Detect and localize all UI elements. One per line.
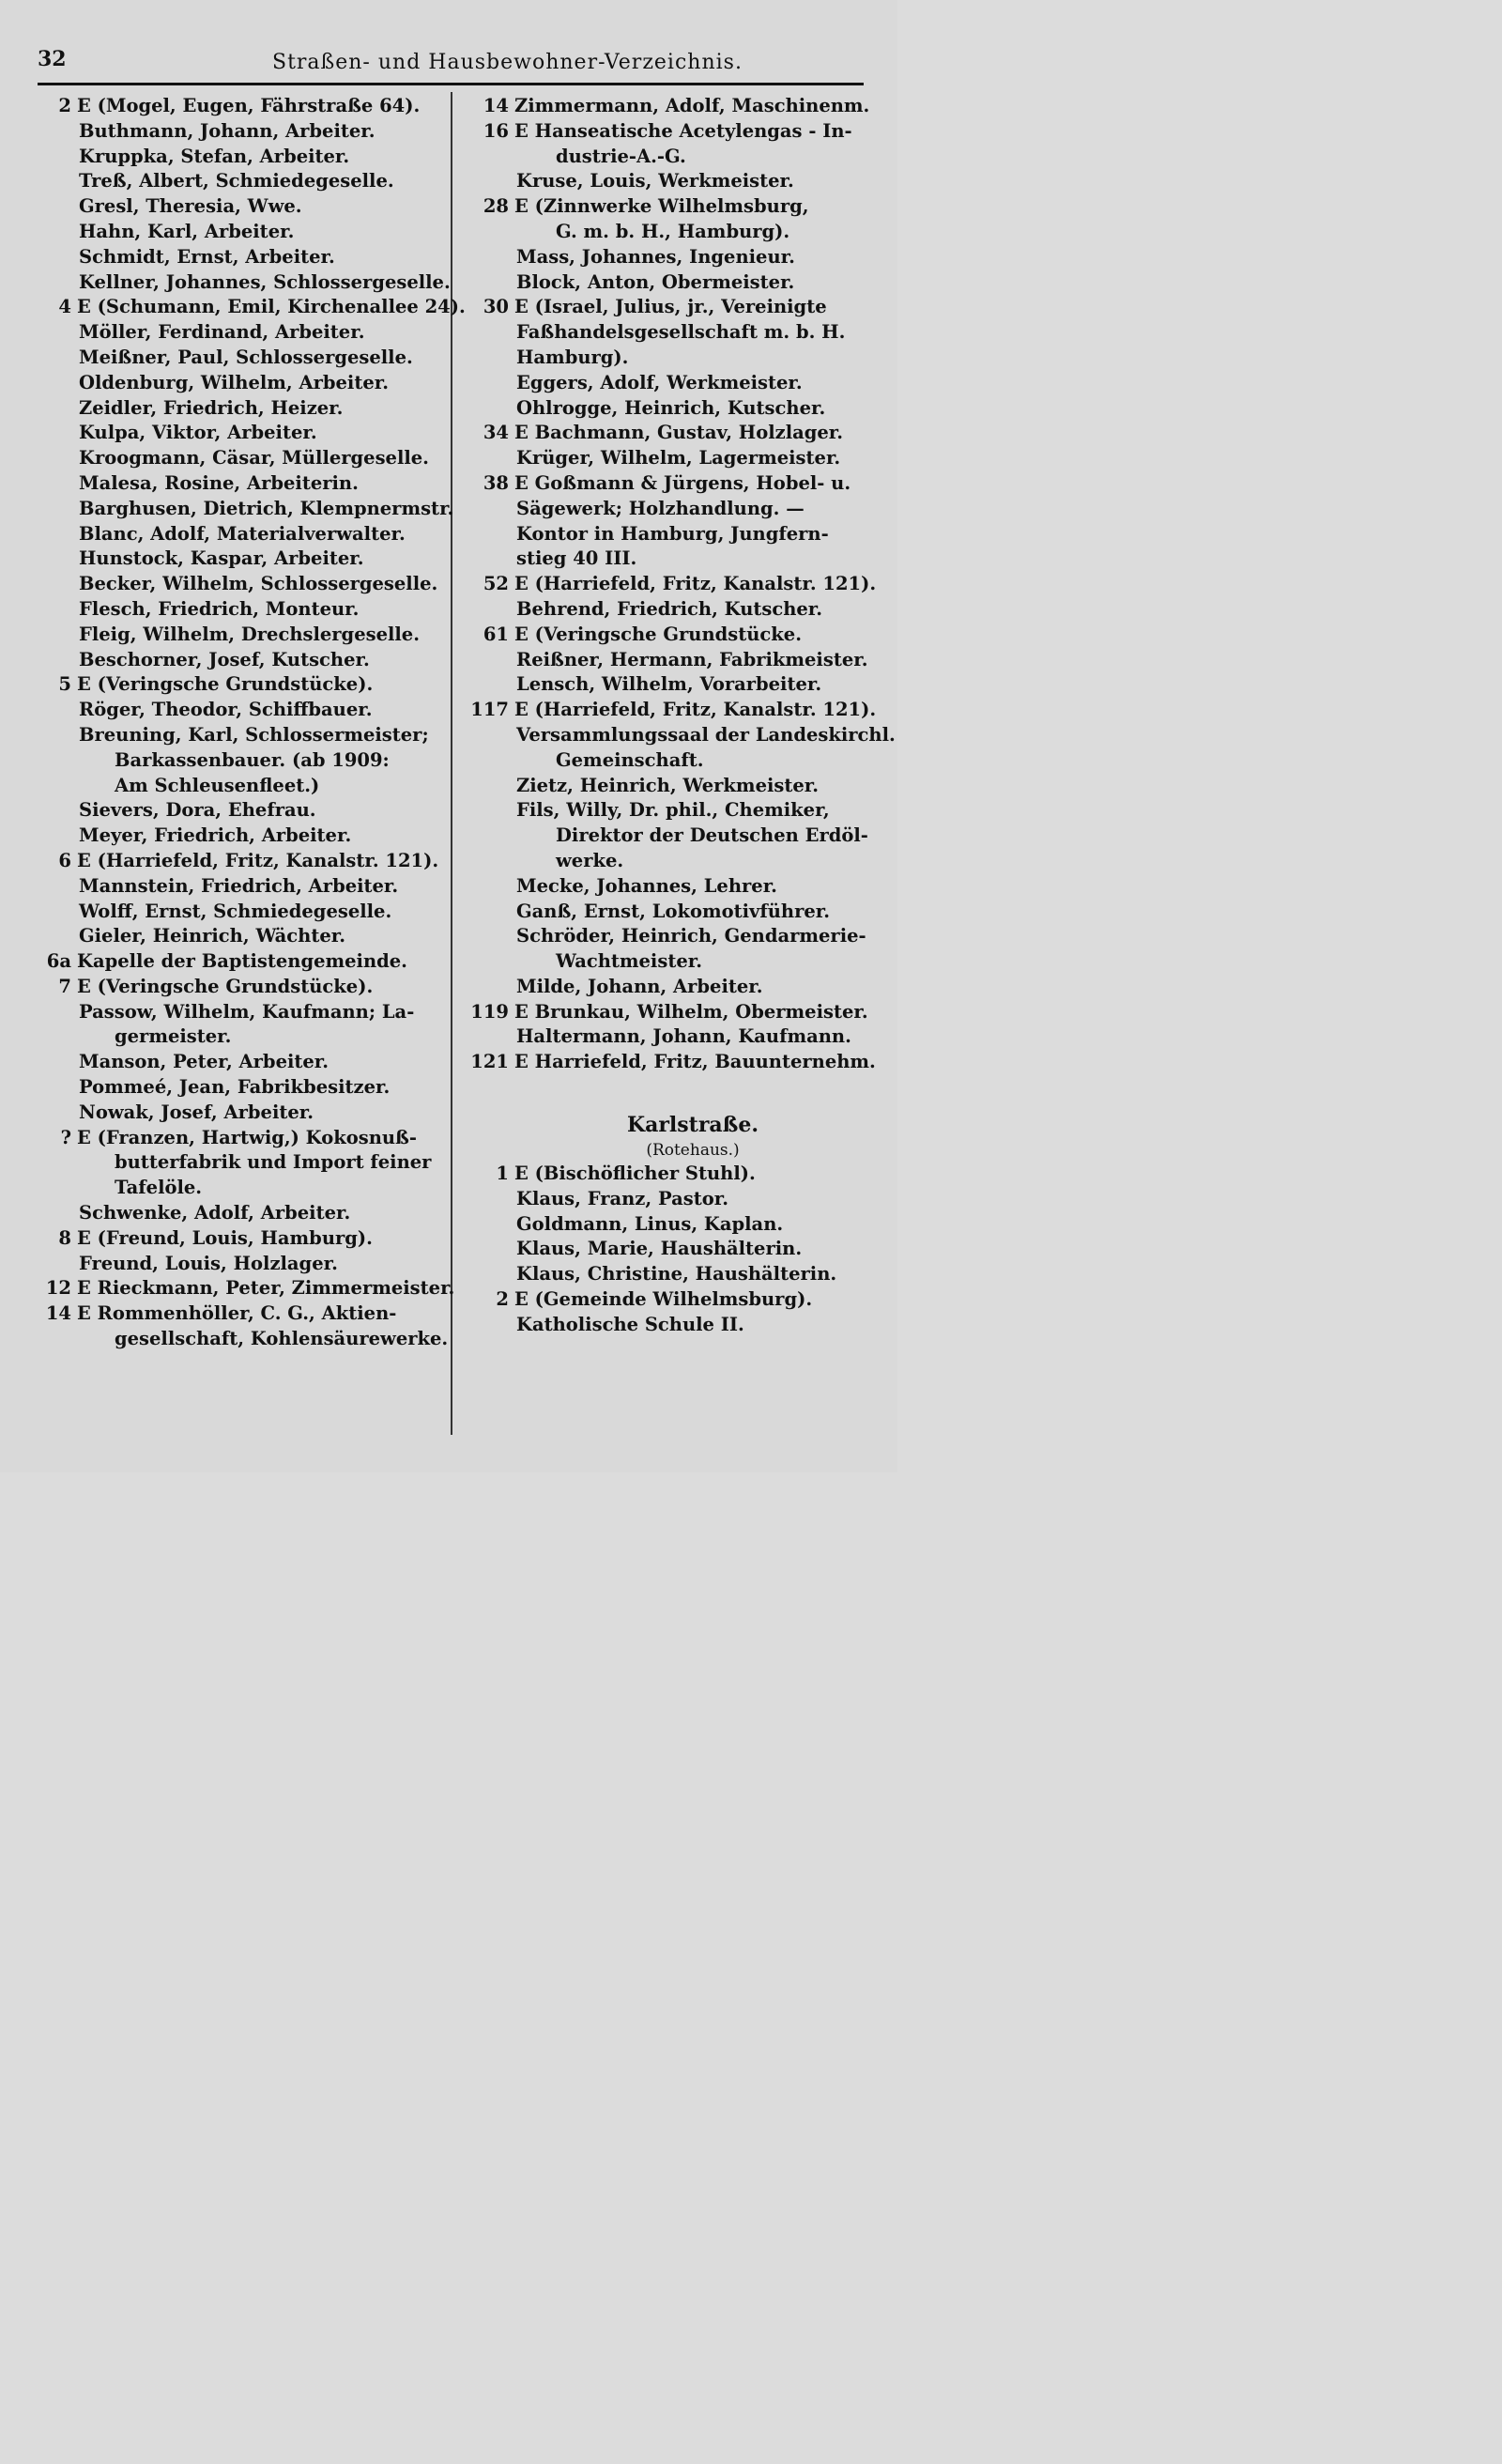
entry-text: Manson, Peter, Arbeiter. [79,1051,330,1073]
house-number: 2 [58,95,71,116]
entry-text: Barghusen, Dietrich, Klempnermstr. [79,497,454,519]
directory-entry [28,1201,441,1226]
entry-text: Freund, Louis, Holzlager. [79,1252,338,1274]
directory-entry [458,975,871,1000]
directory-entry [28,698,441,723]
directory-entry [458,723,896,748]
entry-text: Schmidt, Ernst, Arbeiter. [79,245,335,268]
entry-text: dustrie-A.-G. [556,145,686,167]
entry-text: E Brunkau, Wilhelm, Obermeister. [514,1000,868,1023]
entry-text: E (Zinnwerke Wilhelmsburg, [514,195,809,218]
entry-text: gesellschaft, Kohlensäurewerke. [115,1328,449,1350]
directory-entry [458,1050,876,1075]
directory-entry [28,798,441,824]
entry-text: Becker, Wilhelm, Schlossergeselle. [79,573,438,595]
house-number: 121 [470,1051,509,1073]
directory-entry [458,497,871,522]
entry-text: Klaus, Christine, Haushälterin. [516,1263,837,1286]
entry-text: stieg 40 III. [516,547,637,570]
entry-text: Krüger, Wilhelm, Lagermeister. [516,447,841,470]
directory-entry [458,672,871,698]
directory-entry [28,1301,441,1327]
entry-text: Block, Anton, Obermeister. [516,270,795,293]
entry-text: E (Israel, Julius, jr., Vereinigte [514,296,827,318]
house-number: 119 [470,1000,509,1023]
entry-text: E (Harriefeld, Fritz, Kanalstr. 121). [514,699,877,721]
directory-entry [28,849,441,874]
directory-entry [458,446,871,471]
entry-text: Treß, Albert, Schmiedegeselle. [79,170,394,192]
entry-text: Beschorner, Josef, Kutscher. [79,648,370,670]
entry-text: butterfabrik und Import feiner [115,1151,432,1174]
entry-text: E Hanseatische Acetylengas - In- [514,119,852,142]
entry-text: Zimmermann, Adolf, Maschinenm. [514,95,870,116]
entry-text: Ganß, Ernst, Lokomotivführer. [516,900,831,922]
house-number: 2 [496,1288,509,1311]
entry-text: Zietz, Heinrich, Werkmeister. [516,774,820,796]
entry-text: E (Freund, Louis, Hamburg). [77,1226,373,1249]
entry-text: E Bachmann, Gustav, Holzlager. [514,422,844,444]
directory-entry [458,471,871,497]
entry-text: Mecke, Johannes, Lehrer. [516,874,777,897]
house-number: 38 [483,471,509,494]
running-title: Straßen- und Hausbewohner-Verzeichnis. [272,51,743,74]
house-number: 16 [483,119,509,142]
directory-entry [28,194,441,220]
directory-entry [28,1276,455,1301]
entry-text: Hahn, Karl, Arbeiter. [79,220,295,242]
house-number: 14 [483,95,509,116]
directory-entry [28,1075,441,1101]
house-number: 34 [483,422,509,444]
entry-text: Hunstock, Kaspar, Arbeiter. [79,547,364,570]
entry-text: Hamburg). [516,346,629,368]
entry-text: E (Franzen, Hartwig,) Kokosnuß- [77,1126,417,1148]
entry-text: E Rommenhöller, C. G., Aktien- [77,1302,397,1325]
directory-entry [28,597,441,623]
directory-entry [28,1252,441,1277]
entry-text: Wolff, Ernst, Schmiedegeselle. [79,900,392,922]
directory-page [0,0,897,1472]
directory-entry [458,824,871,849]
entry-text: Mass, Johannes, Ingenieur. [516,245,795,268]
directory-entry [458,295,871,320]
directory-entry [458,798,871,824]
entry-text: E Rieckmann, Peter, Zimmermeister. [77,1277,455,1300]
entry-text: Kapelle der Baptistengemeinde. [77,950,407,973]
page-header [38,45,864,83]
entry-text: E (Mogel, Eugen, Fährstraße 64). [77,95,421,116]
entry-text: Lensch, Wilhelm, Vorarbeiter. [516,673,822,696]
house-number: 30 [483,296,509,318]
directory-entry [458,623,871,648]
header-rule [38,83,864,85]
entry-text: Faßhandelsgesellschaft m. b. H. [516,321,846,344]
directory-entry [28,396,441,422]
entry-text: Flesch, Friedrich, Monteur. [79,597,360,620]
directory-entry [28,547,441,572]
entry-text: Behrend, Friedrich, Kutscher. [516,597,823,620]
entry-text: Breuning, Karl, Schlossermeister; [79,723,429,746]
directory-entry [458,1024,871,1050]
entry-text: Direktor der Deutschen Erdöl- [556,824,868,847]
directory-entry [458,547,871,572]
entry-text: Wachtmeister. [556,950,703,973]
directory-entry [28,648,441,673]
directory-entry [458,346,871,371]
directory-entry [28,371,441,396]
directory-entry [28,119,441,145]
house-number: 7 [58,975,71,997]
directory-entry [28,270,451,296]
directory-entry [28,572,441,597]
directory-entry [28,1327,449,1352]
entry-text: Oldenburg, Wilhelm, Arbeiter. [79,371,390,393]
directory-entry [28,220,441,245]
directory-entry [458,194,871,220]
entry-text: G. m. b. H., Hamburg). [556,220,790,242]
entry-text: Versammlungssaal der Landeskirchl. [516,723,896,746]
directory-entry [28,1226,441,1252]
directory-entry [28,900,441,925]
entry-text: Mannstein, Friedrich, Arbeiter. [79,874,399,897]
directory-entry [458,748,871,774]
entry-text: Möller, Ferdinand, Arbeiter. [79,321,365,344]
entry-text: Schwenke, Adolf, Arbeiter. [79,1202,351,1224]
directory-entry [28,1000,441,1025]
entry-text: Goldmann, Linus, Kaplan. [516,1212,784,1235]
house-number: 28 [483,195,509,218]
directory-entry [458,949,871,975]
section-entries [458,1162,871,1338]
directory-entry [28,975,441,1000]
house-number: 1 [496,1163,509,1185]
directory-entry [458,169,871,194]
directory-entry [458,145,871,170]
entry-text: E (Harriefeld, Fritz, Kanalstr. 121). [77,849,439,871]
section-gap [458,1075,871,1111]
entry-text: Gresl, Theresia, Wwe. [79,195,302,218]
entry-text: E (Schumann, Emil, Kirchenallee 24). [77,296,466,318]
directory-entry [458,1262,871,1287]
directory-entry [458,1212,871,1238]
entry-text: E (Bischöflicher Stuhl). [514,1163,756,1185]
directory-entry [28,824,441,849]
entry-text: E (Veringsche Grundstücke). [77,975,374,997]
directory-entry [28,774,441,799]
entry-text: Malesa, Rosine, Arbeiterin. [79,471,359,494]
entry-text: Nowak, Josef, Arbeiter. [79,1101,314,1123]
house-number: 12 [45,1277,71,1300]
entry-text: Pommeé, Jean, Fabrikbesitzer. [79,1076,391,1099]
right-column-entries [458,94,896,1075]
entry-text: Sievers, Dora, Ehefrau. [79,799,316,822]
directory-entry [28,522,441,547]
entry-text: Meißner, Paul, Schlossergeselle. [79,346,413,368]
directory-entry [28,924,441,949]
entry-text: E Harriefeld, Fritz, Bauunternehm. [514,1051,876,1073]
entry-text: Gieler, Heinrich, Wächter. [79,925,346,947]
entry-text: Tafelöle. [115,1177,203,1199]
directory-entry [458,572,877,597]
entry-text: Fleig, Wilhelm, Drechslergeselle. [79,623,420,645]
entry-text: Klaus, Marie, Haushälterin. [516,1238,803,1260]
section-heading: Karlstraße. [626,1113,759,1138]
directory-entry [458,900,871,925]
directory-entry [458,648,871,673]
directory-entry [458,1187,871,1212]
directory-entry [458,774,871,799]
entry-text: Kontor in Hamburg, Jungfern- [516,522,829,545]
directory-entry [28,446,441,471]
directory-entry [458,849,871,874]
entry-text: Fils, Willy, Dr. phil., Chemiker, [516,799,830,822]
entry-text: Passow, Wilhelm, Kaufmann; La- [79,1000,415,1023]
entry-text: Kroogmann, Cäsar, Müllergeselle. [79,447,429,470]
house-number: 61 [483,623,509,645]
house-number: 5 [58,673,71,696]
entry-text: Klaus, Franz, Pastor. [516,1187,729,1209]
directory-entry [28,497,454,522]
directory-entry [458,119,871,145]
page-number: 32 [38,47,67,71]
directory-entry [458,371,871,396]
entry-text: Schröder, Heinrich, Gendarmerie- [516,925,866,947]
entry-text: Barkassenbauer. (ab 1909: [115,748,390,771]
directory-entry [28,346,441,371]
directory-entry [458,698,877,723]
directory-entry [28,320,441,346]
entry-text: Sägewerk; Holzhandlung. — [516,497,805,519]
directory-entry [28,874,441,900]
directory-entry [28,723,441,748]
directory-entry [28,1150,441,1176]
directory-entry [458,924,871,949]
directory-entry [458,1000,871,1025]
directory-entry [458,320,871,346]
entry-text: Katholische Schule II. [516,1313,744,1335]
directory-entry [458,1162,871,1187]
directory-entry [28,169,441,194]
house-number: 8 [58,1226,71,1249]
directory-entry [28,748,441,774]
directory-entry [28,1101,441,1126]
directory-entry [458,1313,871,1338]
entry-text: E (Harriefeld, Fritz, Kanalstr. 121). [514,573,877,595]
directory-entry [458,220,871,245]
entry-text: Eggers, Adolf, Werkmeister. [516,371,803,393]
entry-text: Am Schleusenfleet.) [115,774,320,796]
directory-entry [28,1024,441,1050]
directory-entry [28,1176,441,1201]
directory-entry [458,421,871,446]
entry-text: Kruse, Louis, Werkmeister. [516,170,794,192]
column-divider [451,92,452,1435]
directory-entry [458,94,871,119]
house-number: 4 [58,296,71,318]
directory-entry [458,874,871,900]
directory-entry [28,623,441,648]
entry-text: werke. [556,849,624,871]
house-number: 6a [46,950,71,973]
entry-text: E (Veringsche Grundstücke. [514,623,803,645]
directory-entry [458,522,871,547]
entry-text: Meyer, Friedrich, Arbeiter. [79,824,352,847]
directory-entry [458,1287,871,1313]
left-column [28,94,466,1352]
entry-text: Blanc, Adolf, Materialverwalter. [79,522,406,545]
house-number: ? [60,1126,71,1148]
house-number: 14 [45,1302,71,1325]
entry-text: Röger, Theodor, Schiffbauer. [79,699,373,721]
directory-entry [458,270,871,296]
entry-text: E (Veringsche Grundstücke). [77,673,374,696]
entry-text: Buthmann, Johann, Arbeiter. [79,119,376,142]
directory-entry [28,949,441,975]
section-subheading: (Rotehaus.) [646,1141,740,1161]
directory-entry [28,295,466,320]
right-column [458,94,896,1338]
directory-entry [28,1050,441,1075]
directory-entry [458,396,871,422]
directory-entry [28,672,441,698]
entry-text: E Goßmann & Jürgens, Hobel- u. [514,471,851,494]
entry-text: Ohlrogge, Heinrich, Kutscher. [516,396,826,419]
entry-text: Kellner, Johannes, Schlossergeselle. [79,270,451,293]
entry-text: Reißner, Hermann, Fabrikmeister. [516,648,868,670]
entry-text: Kulpa, Viktor, Arbeiter. [79,422,317,444]
directory-entry [28,245,441,270]
directory-entry [458,1237,871,1262]
entry-text: Milde, Johann, Arbeiter. [516,975,763,997]
entry-text: germeister. [115,1025,232,1048]
directory-entry [28,1126,441,1151]
entry-text: Zeidler, Friedrich, Heizer. [79,396,344,419]
house-number: 52 [483,573,509,595]
entry-text: Kruppka, Stefan, Arbeiter. [79,145,350,167]
entry-text: Gemeinschaft. [556,748,704,771]
house-number: 6 [58,849,71,871]
entry-text: E (Gemeinde Wilhelmsburg). [514,1288,813,1311]
house-number: 117 [470,699,509,721]
directory-entry [28,421,441,446]
directory-entry [28,471,441,497]
directory-entry [458,245,871,270]
directory-entry [28,145,441,170]
directory-entry [458,597,871,623]
directory-entry [28,94,441,119]
entry-text: Haltermann, Johann, Kaufmann. [516,1025,851,1048]
